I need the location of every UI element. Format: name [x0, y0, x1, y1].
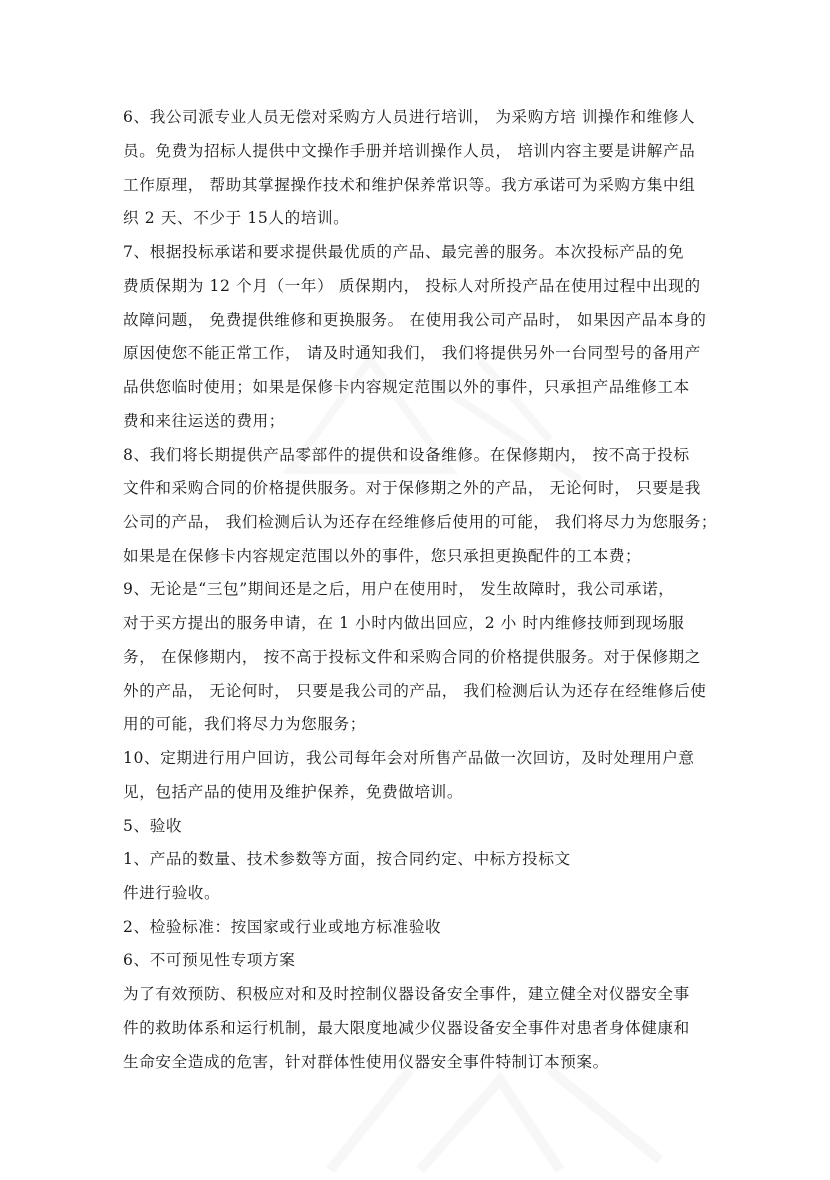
text-line: 1、产品的数量、技术参数等方面，按合同约定、中标方投标文 [123, 850, 571, 868]
text-line: 原因使您不能正常工作， 请及时通知我们， 我们将提供另外一台同型号的备用产 [123, 344, 701, 362]
text-line: 费质保期为 12 个月（一年） 质保期内， 投标人对所投产品在使用过程中出现的 [123, 277, 701, 295]
section-heading: 6、不可预见性专项方案 [123, 951, 296, 969]
text-line: 织 2 天、不少于 15人的培训。 [123, 209, 350, 227]
text-line: 10、定期进行用户回访，我公司每年会对所售产品做一次回访，及时处理用户意 [123, 749, 695, 767]
text-line: 9、无论是“三包”期间还是之后，用户在使用时， 发生故障时，我公司承诺， [123, 580, 675, 598]
text-line: 8、我们将长期提供产品零部件的提供和设备维修。在保修期内， 按不高于投标 [123, 446, 690, 464]
text-line: 工作原理， 帮助其掌握操作技术和维护保养常识等。我方承诺可为采购方集中组 [123, 176, 696, 194]
text-line: 7、根据投标承诺和要求提供最优质的产品、最完善的服务。本次投标产品的免 [123, 243, 685, 261]
text-line: 员。免费为招标人提供中文操作手册并培训操作人员， 培训内容主要是讲解产品 [123, 142, 696, 160]
text-line: 故障问题， 免费提供维修和更换服务。 在使用我公司产品时， 如果因产品本身的 [123, 311, 707, 329]
text-line: 为了有效预防、积极应对和及时控制仪器设备安全事件，建立健全对仪器安全事 [123, 985, 690, 1003]
text-line: 6、我公司派专业人员无偿对采购方人员进行培训， 为采购方培 训操作和维修人 [123, 108, 696, 126]
text-line: 外的产品， 无论何时， 只要是我公司的产品， 我们检测后认为还存在经维修后使 [123, 682, 707, 700]
text-line: 件的救助体系和运行机制，最大限度地减少仪器设备安全事件对患者身体健康和 [123, 1019, 690, 1037]
text-line: 公司的产品， 我们检测后认为还存在经维修后使用的可能， 我们将尽力为您服务； [123, 513, 718, 531]
text-line: 用的可能，我们将尽力为您服务； [123, 715, 366, 733]
section-heading: 5、验收 [123, 817, 183, 835]
text-line: 如果是在保修卡内容规定范围以外的事件，您只承担更换配件的工本费； [123, 547, 642, 565]
text-line: 务， 在保修期内， 按不高于投标文件和采购合同的价格提供服务。对于保修期之 [123, 648, 701, 666]
text-line: 品供您临时使用；如果是保修卡内容规定范围以外的事件，只承担产品维修工本 [123, 378, 690, 396]
text-line: 对于买方提出的服务申请，在 1 小时内做出回应，2 小 时内维修技师到现场服 [123, 614, 685, 632]
text-line: 2、检验标准：按国家或行业或地方标准验收 [123, 918, 442, 936]
text-line: 文件和采购合同的价格提供服务。对于保修期之外的产品， 无论何时， 只要是我 [123, 479, 701, 497]
text-line: 件进行验收。 [123, 884, 221, 902]
text-line: 费和来往运送的费用； [123, 412, 285, 430]
text-line: 生命安全造成的危害，针对群体性使用仪器安全事件特制订本预案。 [123, 1053, 609, 1071]
text-line: 见，包括产品的使用及维护保养，免费做培训。 [123, 783, 464, 801]
